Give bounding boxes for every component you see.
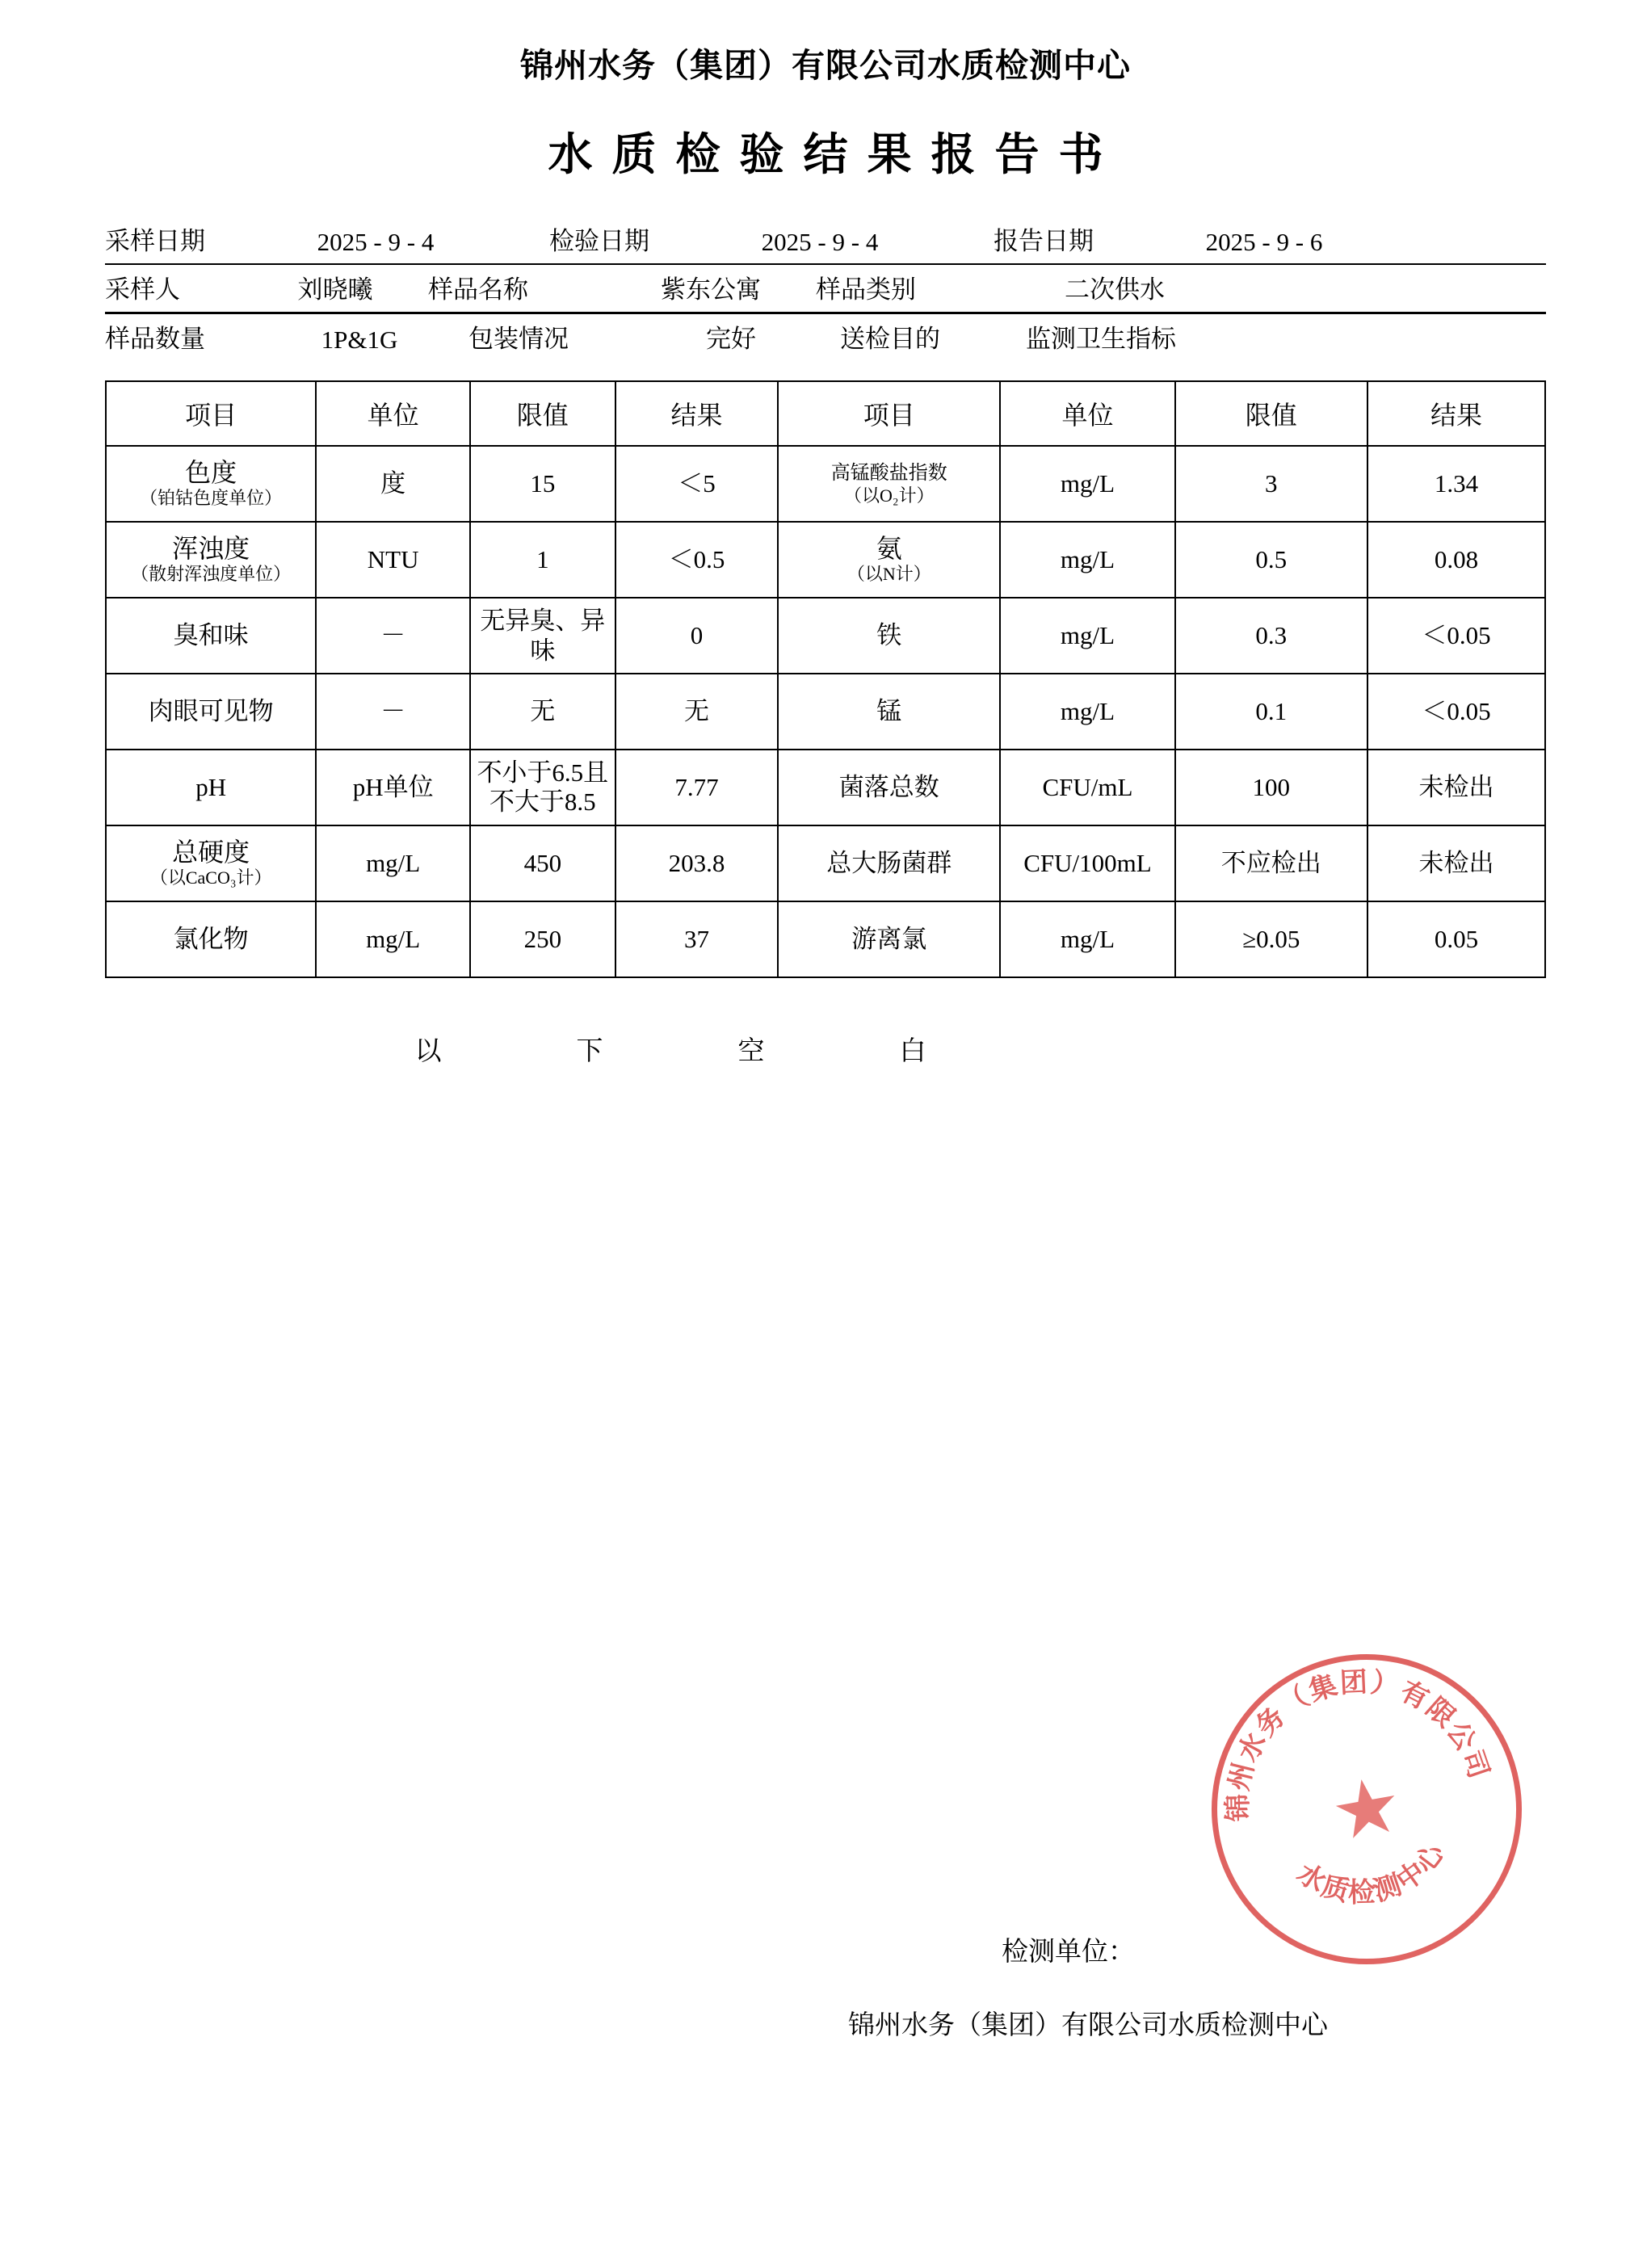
item-name-cell — [106, 522, 316, 598]
meta-row-sample — [105, 265, 1546, 310]
test-date-label: 检验日期 — [549, 227, 649, 255]
item-name: 氯化物 — [106, 901, 316, 977]
item-name: 铁 — [778, 598, 1000, 674]
sample-type-value: 二次供水 — [1065, 275, 1165, 304]
item-unit: CFU/mL — [1000, 750, 1174, 825]
item-unit: mg/L — [1000, 522, 1174, 598]
seal-star-icon: ★ — [1325, 1760, 1409, 1858]
item-limit: 3 — [1175, 446, 1367, 522]
item-result: 0.05 — [1367, 901, 1545, 977]
item-unit: pH单位 — [316, 750, 470, 825]
item-unit: NTU — [316, 522, 470, 598]
item-name-sub: （铂钴色度单位） — [140, 488, 283, 509]
test-date-value: 2025 - 9 - 4 — [761, 228, 879, 256]
sample-count-value: 1P&1G — [321, 326, 398, 354]
item-unit: 度 — [316, 446, 470, 522]
item-name-cell — [106, 825, 316, 901]
table-row — [106, 674, 1545, 750]
col-header-unit-left: 单位 — [316, 381, 470, 446]
table-header-row — [106, 381, 1545, 446]
item-name: 游离氯 — [778, 901, 1000, 977]
item-result: ＜5 — [615, 446, 779, 522]
item-result: 7.77 — [615, 750, 779, 825]
item-name-sub: （以O₂计） — [844, 485, 935, 506]
item-limit: 无 — [470, 674, 615, 750]
item-limit: ≥0.05 — [1175, 901, 1367, 977]
report-date-value: 2025 - 9 - 6 — [1205, 228, 1323, 256]
testing-unit-name: 锦州水务（集团）有限公司水质检测中心 — [848, 2011, 1328, 2040]
meta-row-package — [105, 314, 1546, 359]
item-name: 色度 — [185, 458, 237, 488]
sample-type-label: 样品类别 — [816, 275, 916, 304]
item-unit: mg/L — [316, 825, 470, 901]
item-unit: mg/L — [1000, 598, 1174, 674]
blank-char-4: 白 — [899, 1037, 926, 1066]
item-unit: － — [316, 598, 470, 674]
item-limit: 1 — [470, 522, 615, 598]
organization-title: 锦州水务（集团）有限公司水质检测中心 — [520, 47, 1131, 84]
item-unit: mg/L — [1000, 674, 1174, 750]
item-result: 0 — [615, 598, 779, 674]
item-result: ＜0.05 — [1367, 674, 1545, 750]
item-name: 浑浊度 — [172, 534, 250, 564]
sample-count-label: 样品数量 — [105, 325, 205, 353]
table-row — [106, 750, 1545, 825]
blank-char-3: 空 — [737, 1037, 765, 1066]
sampler-label: 采样人 — [105, 275, 180, 304]
item-limit: 0.3 — [1175, 598, 1367, 674]
item-name-sub: （散射浑浊度单位） — [131, 564, 292, 585]
item-name: 氨 — [876, 534, 902, 564]
item-unit: mg/L — [1000, 901, 1174, 977]
item-unit: － — [316, 674, 470, 750]
report-page — [0, 39, 1651, 2268]
col-header-limit-left: 限值 — [470, 381, 615, 446]
purpose-label: 送检目的 — [840, 325, 940, 353]
testing-unit-label: 检测单位： — [1002, 1938, 1135, 1967]
item-unit: CFU/100mL — [1000, 825, 1174, 901]
package-value: 完好 — [706, 325, 756, 353]
item-name-sub: （以N计） — [847, 564, 931, 585]
table-row — [106, 446, 1545, 522]
item-name: pH — [106, 750, 316, 825]
col-header-result-left: 结果 — [615, 381, 779, 446]
item-limit: 0.5 — [1175, 522, 1367, 598]
item-limit: 无异臭、异味 — [470, 598, 615, 674]
item-result: 37 — [615, 901, 779, 977]
purpose-value: 监测卫生指标 — [1026, 325, 1176, 353]
item-limit: 不小于6.5且不大于8.5 — [470, 750, 615, 825]
sampling-date-value: 2025 - 9 - 4 — [317, 228, 435, 256]
col-header-limit-right: 限值 — [1175, 381, 1367, 446]
item-result: 203.8 — [615, 825, 779, 901]
report-date-label: 报告日期 — [994, 227, 1094, 255]
sample-name-label: 样品名称 — [428, 275, 528, 304]
seal-bottom-text: 水质检测中心 — [1292, 1837, 1451, 1909]
item-limit: 0.1 — [1175, 674, 1367, 750]
item-name: 肉眼可见物 — [106, 674, 316, 750]
item-name: 臭和味 — [106, 598, 316, 674]
meta-row-dates — [105, 216, 1546, 262]
item-name: 总硬度 — [172, 838, 250, 867]
item-result: ＜0.05 — [1367, 598, 1545, 674]
table-row — [106, 825, 1545, 901]
col-header-item-left: 项目 — [106, 381, 316, 446]
item-name: 高锰酸盐指数 — [830, 462, 947, 484]
seal-top-text: 锦州水务（集团）有限公司 — [1223, 1667, 1494, 1822]
item-unit: mg/L — [1000, 446, 1174, 522]
col-header-result-right: 结果 — [1367, 381, 1545, 446]
item-limit: 不应检出 — [1175, 825, 1367, 901]
item-result: 未检出 — [1367, 825, 1545, 901]
item-unit: mg/L — [316, 901, 470, 977]
meta-info-block — [105, 216, 1546, 359]
item-result: 0.08 — [1367, 522, 1545, 598]
col-header-unit-right: 单位 — [1000, 381, 1174, 446]
sampler-value: 刘晓曦 — [297, 275, 373, 304]
item-name-sub: （以CaCO₃计） — [149, 867, 272, 888]
item-name-cell — [778, 522, 1000, 598]
sample-name-value: 紫东公寓 — [661, 275, 761, 304]
blank-char-1: 以 — [414, 1037, 442, 1066]
item-result: 未检出 — [1367, 750, 1545, 825]
blank-below-note — [105, 1030, 1546, 1068]
col-header-item-right: 项目 — [778, 381, 1000, 446]
item-name: 锰 — [778, 674, 1000, 750]
sampling-date-label: 采样日期 — [105, 227, 205, 255]
item-result: ＜0.5 — [615, 522, 779, 598]
item-name: 总大肠菌群 — [778, 825, 1000, 901]
item-result: 1.34 — [1367, 446, 1545, 522]
item-result: 无 — [615, 674, 779, 750]
table-row — [106, 598, 1545, 674]
item-name: 菌落总数 — [778, 750, 1000, 825]
item-limit: 450 — [470, 825, 615, 901]
item-name-cell — [106, 446, 316, 522]
table-row — [106, 901, 1545, 977]
item-limit: 15 — [470, 446, 615, 522]
results-table — [105, 380, 1546, 978]
blank-char-2: 下 — [576, 1037, 603, 1066]
item-limit: 250 — [470, 901, 615, 977]
package-label: 包装情况 — [468, 325, 569, 353]
item-name-cell — [778, 446, 1000, 522]
document-title: 水质检验结果报告书 — [548, 130, 1123, 179]
item-limit: 100 — [1175, 750, 1367, 825]
table-row — [106, 522, 1545, 598]
